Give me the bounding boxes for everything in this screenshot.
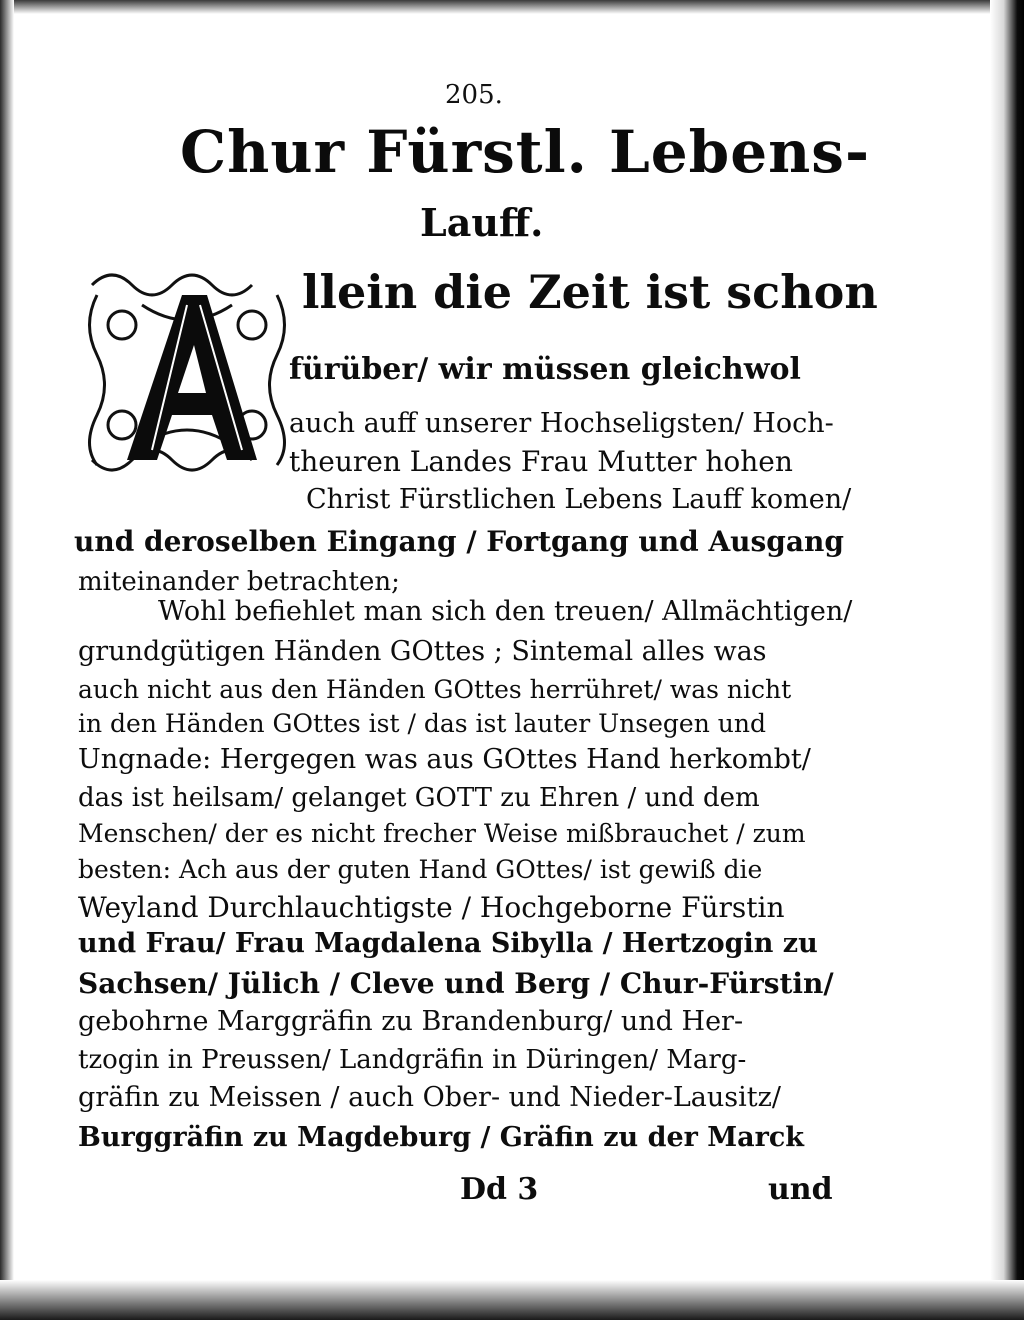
text-line-8: Wohl befiehlet man sich den treuen/ Allmächtigen/ (158, 596, 853, 627)
text-line-11: in den Händen GOttes ist / das ist lauter Unsegen und (78, 709, 766, 738)
text-line-10: auch nicht aus den Händen GOttes herrühret/ was nicht (78, 675, 792, 704)
text-line-9: grundgütigen Händen GOttes ; Sintemal alles was (78, 636, 767, 667)
page-title-continuation: Lauff. (420, 200, 544, 245)
drop-cap-ornament (82, 265, 292, 480)
text-line-17: und Frau/ Frau Magdalena Sibylla / Hertzogin zu (78, 928, 818, 959)
page-edge-right (990, 0, 1024, 1320)
text-line-12: Ungnade: Hergegen was aus GOttes Hand herkombt/ (78, 744, 811, 775)
text-line-6: und deroselben Eingang / Fortgang und Ausgang (74, 525, 844, 558)
text-line-13: das ist heilsam/ gelanget GOTT zu Ehren / und dem (78, 783, 760, 813)
signature-mark: Dd 3 (460, 1172, 539, 1207)
page-number: 205. (445, 80, 503, 110)
text-line-15: besten: Ach aus der guten Hand GOttes/ ist gewiß die (78, 855, 763, 884)
text-line-20: tzogin in Preussen/ Landgräfin in Düringen/ Marg- (78, 1045, 747, 1075)
text-line-1: llein die Zeit ist schon (302, 265, 878, 319)
text-line-22: Burggräfin zu Magdeburg / Gräfin zu der Marck (78, 1122, 805, 1153)
page-title: Chur Fürstl. Lebens- (180, 118, 871, 186)
page-edge-left (0, 0, 14, 1320)
text-line-14: Menschen/ der es nicht frecher Weise mißbrauchet / zum (78, 819, 806, 848)
text-line-3: auch auff unserer Hochseligsten/ Hoch- (289, 408, 834, 439)
text-line-21: gräfin zu Meissen / auch Ober- und Nieder-Lausitz/ (78, 1082, 781, 1113)
page-edge-bottom (0, 1280, 1024, 1320)
text-line-7: miteinander betrachten; (78, 567, 400, 597)
text-line-4: theuren Landes Frau Mutter hohen (289, 445, 793, 478)
ornament-icon (82, 265, 292, 480)
catchword: und (768, 1172, 833, 1207)
text-line-18: Sachsen/ Jülich / Cleve und Berg / Chur-Fürstin/ (78, 967, 834, 1000)
text-line-2: fürüber/ wir müssen gleichwol (289, 352, 801, 387)
text-line-16: Weyland Durchlauchtigste / Hochgeborne Fürstin (78, 891, 785, 924)
text-line-5: Christ Fürstlichen Lebens Lauff komen/ (306, 484, 852, 515)
page-edge-top (0, 0, 1024, 14)
text-line-19: gebohrne Marggräfin zu Brandenburg/ und Her- (78, 1006, 744, 1037)
